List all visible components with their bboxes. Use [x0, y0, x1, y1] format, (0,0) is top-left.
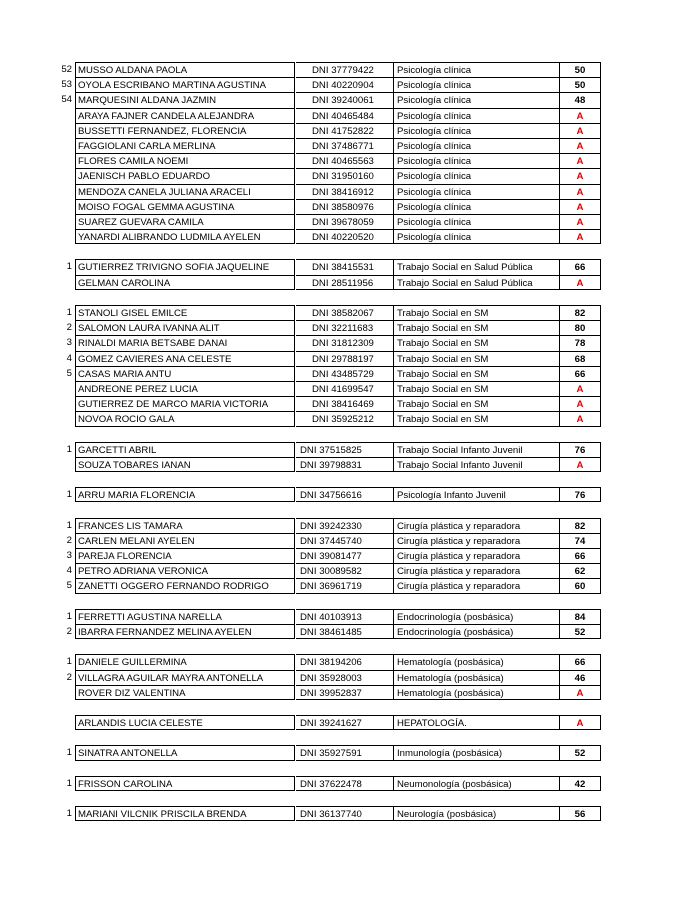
candidate-dni-cell: DNI 38461485 — [296, 624, 394, 639]
score-cell: 50 — [560, 62, 601, 77]
specialty-cell: Hematología (posbásica) — [394, 685, 560, 700]
specialty-cell: Trabajo Social en SM — [394, 335, 560, 350]
candidate-name-cell: SINATRA ANTONELLA — [75, 745, 295, 760]
specialty-cell: Trabajo Social en SM — [394, 411, 560, 426]
table-row — [0, 548, 700, 563]
specialty-cell: Psicología clínica — [394, 153, 560, 168]
candidate-dni-cell: DNI 38582067 — [296, 305, 394, 320]
score-cell: 66 — [560, 366, 601, 381]
candidate-dni-cell: DNI 39798831 — [296, 457, 394, 472]
table-row — [0, 275, 700, 290]
score-cell: 76 — [560, 442, 601, 457]
rank-number-cell: 3 — [66, 550, 72, 561]
score-cell: 42 — [560, 776, 601, 791]
score-cell: A — [560, 229, 601, 244]
candidate-name-cell: MUSSO ALDANA PAOLA — [75, 62, 295, 77]
score-cell: 84 — [560, 609, 601, 624]
candidate-name-cell: MENDOZA CANELA JULIANA ARACELI — [75, 184, 295, 199]
candidate-dni-cell: DNI 40465563 — [296, 153, 394, 168]
score-cell: A — [560, 411, 601, 426]
candidate-dni-cell: DNI 39241627 — [296, 715, 394, 730]
candidate-name-cell: GARCETTI ABRIL — [75, 442, 295, 457]
table-row — [0, 92, 700, 107]
rank-number-cell: 2 — [66, 534, 72, 546]
rank-number-cell: 1 — [66, 519, 72, 531]
candidate-name-cell: PAREJA FLORENCIA — [75, 548, 295, 563]
table-row — [0, 457, 700, 472]
candidate-name-cell: CASAS MARIA ANTU — [75, 366, 295, 381]
rank-number-cell: 2 — [66, 625, 72, 637]
score-cell: 52 — [560, 624, 601, 639]
score-cell: 66 — [560, 259, 601, 274]
specialty-cell: Endocrinología (posbásica) — [394, 624, 560, 639]
specialty-cell: Trabajo Social en SM — [394, 381, 560, 396]
rank-number-cell — [40, 229, 74, 244]
candidate-dni-cell: DNI 40103913 — [296, 609, 394, 624]
rank-number-cell: 4 — [66, 352, 72, 364]
score-cell: A — [560, 153, 601, 168]
rank-number-cell — [40, 685, 74, 700]
rank-number-cell — [40, 123, 74, 138]
score-cell: 82 — [560, 305, 601, 320]
candidate-name-cell: PETRO ADRIANA VERONICA — [75, 563, 295, 578]
group-spacer — [0, 594, 700, 609]
specialty-cell: Psicología clínica — [394, 77, 560, 92]
candidate-dni-cell: DNI 28511956 — [296, 275, 394, 290]
candidate-name-cell: CARLEN MELANI AYELEN — [75, 533, 295, 548]
candidate-name-cell: SOUZA TOBARES IANAN — [75, 457, 295, 472]
specialty-cell: Trabajo Social Infanto Juvenil — [394, 442, 560, 457]
table-row — [0, 259, 700, 274]
table-row — [0, 214, 700, 229]
score-cell: A — [560, 381, 601, 396]
table-row — [0, 108, 700, 123]
specialty-cell: Cirugía plástica y reparadora — [394, 548, 560, 563]
rank-number-cell — [40, 715, 74, 730]
specialty-cell: Neumonología (posbásica) — [394, 776, 560, 791]
candidate-name-cell: STANOLI GISEL EMILCE — [75, 305, 295, 320]
table-row — [0, 745, 700, 760]
rank-number-cell — [40, 199, 74, 214]
score-cell: 56 — [560, 806, 601, 821]
score-cell: 78 — [560, 335, 601, 350]
candidate-name-cell: SALOMON LAURA IVANNA ALIT — [75, 320, 295, 335]
candidate-dni-cell: DNI 41752822 — [296, 123, 394, 138]
table-row — [0, 487, 700, 502]
group-spacer — [0, 290, 700, 305]
candidate-dni-cell: DNI 35928003 — [296, 670, 394, 685]
table-row — [0, 685, 700, 700]
candidate-dni-cell: DNI 38416912 — [296, 184, 394, 199]
candidate-name-cell: ANDREONE PEREZ LUCIA — [75, 381, 295, 396]
candidate-dni-cell: DNI 40465484 — [296, 108, 394, 123]
specialty-cell: Psicología clínica — [394, 123, 560, 138]
candidate-dni-cell: DNI 37445740 — [296, 533, 394, 548]
candidate-name-cell: FLORES CAMILA NOEMI — [75, 153, 295, 168]
table-row — [0, 533, 700, 548]
rank-number-cell — [40, 108, 74, 123]
table-row — [0, 381, 700, 396]
specialty-cell: Endocrinología (posbásica) — [394, 609, 560, 624]
table-row — [0, 62, 700, 77]
specialty-cell: Inmunología (posbásica) — [394, 745, 560, 760]
candidate-name-cell: GUTIERREZ DE MARCO MARIA VICTORIA — [75, 396, 295, 411]
candidate-name-cell: MOISO FOGAL GEMMA AGUSTINA — [75, 199, 295, 214]
rank-number-cell: 53 — [61, 79, 72, 91]
group-spacer — [0, 427, 700, 442]
specialty-cell: Psicología clínica — [394, 62, 560, 77]
candidate-dni-cell: DNI 31812309 — [296, 335, 394, 350]
specialty-cell: Psicología clínica — [394, 199, 560, 214]
score-cell: A — [560, 685, 601, 700]
candidate-dni-cell: DNI 30089582 — [296, 563, 394, 578]
rank-number-cell: 54 — [61, 94, 72, 106]
candidate-name-cell: FRISSON CAROLINA — [75, 776, 295, 791]
rank-number-cell: 5 — [66, 367, 72, 379]
candidate-dni-cell: DNI 39952837 — [296, 685, 394, 700]
candidate-name-cell: ARAYA FAJNER CANDELA ALEJANDRA — [75, 108, 295, 123]
candidate-name-cell: GOMEZ CAVIERES ANA CELESTE — [75, 351, 295, 366]
rank-number-cell — [40, 168, 74, 183]
group-spacer — [0, 639, 700, 654]
score-cell: A — [560, 184, 601, 199]
specialty-cell: Trabajo Social Infanto Juvenil — [394, 457, 560, 472]
candidate-name-cell: NOVOA ROCIO GALA — [75, 411, 295, 426]
rank-number-cell: 2 — [66, 671, 72, 683]
candidate-dni-cell: DNI 40220520 — [296, 229, 394, 244]
candidate-dni-cell: DNI 41699547 — [296, 381, 394, 396]
table-row — [0, 806, 700, 821]
table-row — [0, 320, 700, 335]
rank-number-cell: 5 — [66, 580, 72, 592]
specialty-cell: Cirugía plástica y reparadora — [394, 533, 560, 548]
score-cell: 62 — [560, 563, 601, 578]
table-row — [0, 609, 700, 624]
candidate-name-cell: RINALDI MARIA BETSABE DANAI — [75, 335, 295, 350]
specialty-cell: Trabajo Social en SM — [394, 396, 560, 411]
score-cell: A — [560, 214, 601, 229]
score-cell: 82 — [560, 518, 601, 533]
score-cell: 80 — [560, 320, 601, 335]
rank-number-cell: 3 — [66, 337, 72, 349]
rank-number-cell — [40, 275, 74, 290]
candidate-name-cell: DANIELE GUILLERMINA — [75, 654, 295, 669]
group-spacer — [0, 244, 700, 259]
specialty-cell: Trabajo Social en SM — [394, 366, 560, 381]
specialty-cell: Trabajo Social en SM — [394, 305, 560, 320]
candidate-name-cell: YANARDI ALIBRANDO LUDMILA AYELEN — [75, 229, 295, 244]
rank-number-cell: 1 — [66, 808, 72, 820]
table-row — [0, 670, 700, 685]
table-row — [0, 77, 700, 92]
rank-number-cell — [40, 138, 74, 153]
rank-number-cell — [40, 184, 74, 199]
specialty-cell: Psicología clínica — [394, 168, 560, 183]
candidate-name-cell: IBARRA FERNANDEZ MELINA AYELEN — [75, 624, 295, 639]
table-row — [0, 123, 700, 138]
candidate-dni-cell: DNI 39081477 — [296, 548, 394, 563]
score-cell: A — [560, 199, 601, 214]
rank-number-cell: 1 — [66, 656, 72, 668]
candidate-dni-cell: DNI 38416469 — [296, 396, 394, 411]
rank-number-cell: 1 — [66, 261, 72, 273]
table-row — [0, 351, 700, 366]
candidate-name-cell: MARQUESINI ALDANA JAZMIN — [75, 92, 295, 107]
candidate-dni-cell: DNI 37515825 — [296, 442, 394, 457]
specialty-cell: Cirugía plástica y reparadora — [394, 518, 560, 533]
candidate-name-cell: FAGGIOLANI CARLA MERLINA — [75, 138, 295, 153]
score-cell: 46 — [560, 670, 601, 685]
rank-number-cell — [40, 153, 74, 168]
candidate-name-cell: SUAREZ GUEVARA CAMILA — [75, 214, 295, 229]
candidate-dni-cell: DNI 43485729 — [296, 366, 394, 381]
specialty-cell: Trabajo Social en SM — [394, 320, 560, 335]
score-cell: A — [560, 275, 601, 290]
candidate-dni-cell: DNI 39242330 — [296, 518, 394, 533]
candidate-dni-cell: DNI 39678059 — [296, 214, 394, 229]
table-row — [0, 138, 700, 153]
table-row — [0, 305, 700, 320]
group-spacer — [0, 730, 700, 745]
candidate-name-cell: ARLANDIS LUCIA CELESTE — [75, 715, 295, 730]
group-spacer — [0, 502, 700, 517]
candidate-dni-cell: DNI 37486771 — [296, 138, 394, 153]
specialty-cell: Psicología clínica — [394, 214, 560, 229]
table-row — [0, 153, 700, 168]
score-cell: A — [560, 123, 601, 138]
table-row — [0, 624, 700, 639]
rank-number-cell — [40, 396, 74, 411]
candidate-dni-cell: DNI 31950160 — [296, 168, 394, 183]
rank-number-cell: 1 — [66, 610, 72, 622]
group-spacer — [0, 700, 700, 715]
group-spacer — [0, 791, 700, 806]
specialty-cell: Hematología (posbásica) — [394, 654, 560, 669]
table-row — [0, 654, 700, 669]
score-cell: A — [560, 168, 601, 183]
rank-number-cell: 1 — [66, 307, 72, 318]
score-cell: 76 — [560, 487, 601, 502]
specialty-cell: Trabajo Social en Salud Pública — [394, 259, 560, 274]
specialty-cell: Psicología clínica — [394, 92, 560, 107]
candidate-dni-cell: DNI 35927591 — [296, 745, 394, 760]
rank-number-cell: 1 — [66, 443, 72, 455]
score-cell: A — [560, 138, 601, 153]
specialty-cell: Hematología (posbásica) — [394, 670, 560, 685]
rank-number-cell: 1 — [66, 489, 72, 501]
rank-number-cell — [40, 457, 74, 472]
rank-number-cell — [40, 214, 74, 229]
specialty-cell: Cirugía plástica y reparadora — [394, 578, 560, 593]
candidate-dni-cell: DNI 38580976 — [296, 199, 394, 214]
table-row — [0, 184, 700, 199]
score-cell: 74 — [560, 533, 601, 548]
score-cell: A — [560, 108, 601, 123]
candidate-dni-cell: DNI 36137740 — [296, 806, 394, 821]
candidate-dni-cell: DNI 35925212 — [296, 411, 394, 426]
rank-number-cell: 1 — [66, 747, 72, 759]
rank-number-cell: 1 — [66, 777, 72, 789]
group-spacer — [0, 472, 700, 487]
candidate-dni-cell: DNI 38415531 — [296, 259, 394, 274]
candidate-name-cell: ROVER DIZ VALENTINA — [75, 685, 295, 700]
candidate-name-cell: GUTIERREZ TRIVIGNO SOFIA JAQUELINE — [75, 259, 295, 274]
candidate-name-cell: ARRU MARIA FLORENCIA — [75, 487, 295, 502]
candidate-dni-cell: DNI 34756616 — [296, 487, 394, 502]
specialty-cell: Psicología clínica — [394, 229, 560, 244]
table-row — [0, 366, 700, 381]
table-row — [0, 563, 700, 578]
candidate-dni-cell: DNI 32211683 — [296, 320, 394, 335]
rank-number-cell: 2 — [66, 322, 72, 334]
score-cell: 52 — [560, 745, 601, 760]
candidate-dni-cell: DNI 37622478 — [296, 776, 394, 791]
score-cell: A — [560, 457, 601, 472]
rank-number-cell: 52 — [61, 64, 72, 75]
score-cell: A — [560, 715, 601, 730]
specialty-cell: HEPATOLOGÍA. — [394, 715, 560, 730]
table-row — [0, 411, 700, 426]
table-row — [0, 168, 700, 183]
specialty-cell: Trabajo Social en SM — [394, 351, 560, 366]
rank-number-cell — [40, 381, 74, 396]
score-cell: A — [560, 396, 601, 411]
candidate-name-cell: OYOLA ESCRIBANO MARTINA AGUSTINA — [75, 77, 295, 92]
table-row — [0, 715, 700, 730]
candidate-name-cell: VILLAGRA AGUILAR MAYRA ANTONELLA — [75, 670, 295, 685]
table-row — [0, 578, 700, 593]
score-cell: 48 — [560, 92, 601, 107]
table-row — [0, 442, 700, 457]
candidate-name-cell: ZANETTI OGGERO FERNANDO RODRIGO — [75, 578, 295, 593]
specialty-cell: Psicología clínica — [394, 138, 560, 153]
specialty-cell: Neurología (posbásica) — [394, 806, 560, 821]
specialty-cell: Trabajo Social en Salud Pública — [394, 275, 560, 290]
specialty-cell: Cirugía plástica y reparadora — [394, 563, 560, 578]
specialty-cell: Psicología Infanto Juvenil — [394, 487, 560, 502]
table-row — [0, 396, 700, 411]
score-cell: 66 — [560, 548, 601, 563]
results-table — [0, 62, 700, 821]
candidate-name-cell: FERRETTI AGUSTINA NARELLA — [75, 609, 295, 624]
score-cell: 66 — [560, 654, 601, 669]
candidate-dni-cell: DNI 29788197 — [296, 351, 394, 366]
candidate-dni-cell: DNI 38194206 — [296, 654, 394, 669]
candidate-name-cell: MARIANI VILCNIK PRISCILA BRENDA — [75, 806, 295, 821]
candidate-name-cell: GELMAN CAROLINA — [75, 275, 295, 290]
candidate-dni-cell: DNI 36961719 — [296, 578, 394, 593]
candidate-dni-cell: DNI 37779422 — [296, 62, 394, 77]
table-row — [0, 335, 700, 350]
score-cell: 68 — [560, 351, 601, 366]
table-row — [0, 776, 700, 791]
candidate-name-cell: BUSSETTI FERNANDEZ, FLORENCIA — [75, 123, 295, 138]
specialty-cell: Psicología clínica — [394, 184, 560, 199]
table-row — [0, 518, 700, 533]
rank-number-cell: 4 — [66, 565, 72, 577]
table-row — [0, 229, 700, 244]
specialty-cell: Psicología clínica — [394, 108, 560, 123]
rank-number-cell — [40, 411, 74, 426]
candidate-name-cell: JAENISCH PABLO EDUARDO — [75, 168, 295, 183]
score-cell: 50 — [560, 77, 601, 92]
candidate-dni-cell: DNI 40220904 — [296, 77, 394, 92]
score-cell: 60 — [560, 578, 601, 593]
table-row — [0, 199, 700, 214]
candidate-dni-cell: DNI 39240061 — [296, 92, 394, 107]
group-spacer — [0, 761, 700, 776]
candidate-name-cell: FRANCES LIS TAMARA — [75, 518, 295, 533]
